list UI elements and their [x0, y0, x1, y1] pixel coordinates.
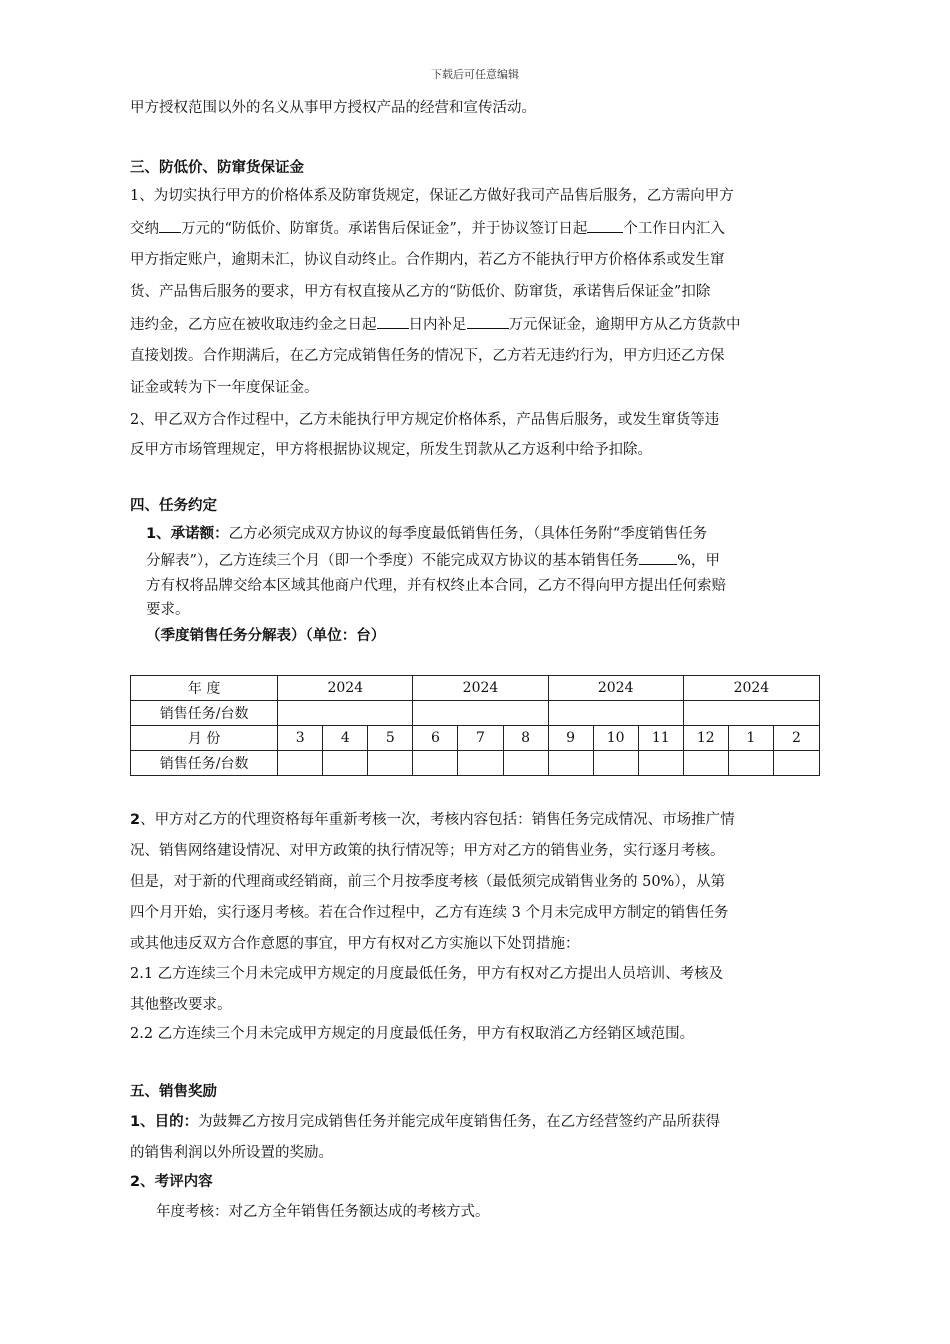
month-cell: 8: [503, 726, 548, 751]
month-cell: 6: [413, 726, 458, 751]
s4-item1-line2: 分解表”），乙方连续三个月（即一个季度）不能完成双方协议的基本销售任务 %，甲: [146, 550, 820, 572]
table-row: [131, 701, 820, 726]
s4-item22: 2.2 乙方连续三个月未完成甲方规定的月度最低任务，甲方有权取消乙方经销区域范围。: [130, 1026, 695, 1042]
s4-item2-line4: 四个月开始，实行逐月考核。若在合作过程中，乙方有连续 3 个月未完成甲方制定的销售任务: [130, 905, 729, 921]
quarter-task-cell: [548, 701, 683, 726]
monthly-task-label-cell: 销售任务/台数: [131, 751, 278, 776]
s3-p1-line5: 违约金，乙方应在被收取违约金之日起 日内补足 万元保证金，逾期甲方从乙方货款中: [130, 314, 820, 336]
month-cell: 7: [458, 726, 503, 751]
s3-p1-line4: 货、产品售后服务的要求，甲方有权直接从乙方的“防低价、防窜货，承诺售后保证金”扣除: [130, 284, 711, 300]
month-cell: 2: [773, 726, 819, 751]
monthly-task-cell: [413, 751, 458, 776]
s4-item21-line2: 其他整改要求。: [130, 997, 232, 1013]
month-cell: 1: [728, 726, 773, 751]
task-percent-blank: [639, 550, 677, 565]
monthly-task-cell: [278, 751, 323, 776]
month-cell: 11: [638, 726, 683, 751]
s4-item1-line1: 1、承诺额：乙方必须完成双方协议的每季度最低销售任务，（具体任务附“季度销售任务: [146, 526, 708, 542]
month-cell: 12: [683, 726, 728, 751]
replenish-amount-blank: [467, 314, 509, 329]
year-cell: 2024: [413, 676, 548, 701]
page-header: 下载后可任意编辑: [431, 68, 519, 81]
monthly-task-cell: [368, 751, 413, 776]
month-cell: 4: [323, 726, 368, 751]
s3-p1-line2: 交纳 万元的“防低价、防窜货。承诺售后保证金”，并于协议签订日起 个工作日内汇入: [130, 218, 820, 240]
monthly-task-cell: [323, 751, 368, 776]
s3-p1-line6: 直接划拨。合作期满后，在乙方完成销售任务的情况下，乙方若无违约行为，甲方归还乙方保: [130, 348, 725, 364]
year-cell: 2024: [548, 676, 683, 701]
monthly-task-cell: [458, 751, 503, 776]
quarter-task-cell: [683, 701, 819, 726]
table-row: [131, 751, 820, 776]
monthly-task-cell: [548, 751, 593, 776]
replenish-days-blank: [377, 314, 409, 329]
s4-item1-line4: 要求。: [146, 602, 190, 618]
s3-p2-line1: 2、甲乙双方合作过程中，乙方未能执行甲方规定价格体系，产品售后服务，或发生窜货等违: [130, 412, 720, 428]
section-4-title: 四、任务约定: [130, 498, 217, 514]
s4-item21-line1: 2.1 乙方连续三个月未完成甲方规定的月度最低任务，甲方有权对乙方提出人员培训、考核及: [130, 966, 724, 982]
month-cell: 3: [278, 726, 323, 751]
section-5-title: 五、销售奖励: [130, 1084, 217, 1100]
s3-p1-line7: 证金或转为下一年度保证金。: [130, 380, 319, 396]
s5-item1-line2: 的销售利润以外所设置的奖励。: [130, 1145, 333, 1161]
deposit-days-blank: [587, 218, 623, 233]
month-cell: 9: [548, 726, 593, 751]
monthly-task-cell: [638, 751, 683, 776]
deposit-amount-blank: [159, 218, 181, 233]
monthly-task-cell: [503, 751, 548, 776]
quarter-task-label-cell: 销售任务/台数: [131, 701, 278, 726]
month-cell: 5: [368, 726, 413, 751]
month-label-cell: 月 份: [131, 726, 278, 751]
month-cell: 10: [593, 726, 638, 751]
intro-paragraph: 甲方授权范围以外的名义从事甲方授权产品的经营和宣传活动。: [130, 100, 536, 116]
year-cell: 2024: [278, 676, 413, 701]
quarter-task-cell: [278, 701, 413, 726]
s4-item2-line3: 但是，对于新的代理商或经销商，前三个月按季度考核（最低须完成销售业务的 50%），从第: [130, 874, 726, 890]
table-row: [131, 726, 820, 751]
s5-item1-line1: 1、目的：为鼓舞乙方按月完成销售任务并能完成年度销售任务，在乙方经营签约产品所获得: [130, 1114, 721, 1130]
quarter-task-cell: [413, 701, 548, 726]
monthly-task-cell: [728, 751, 773, 776]
quarterly-task-table: [130, 675, 820, 776]
table-row: [131, 676, 820, 701]
s3-p1-line1: 1、为切实执行甲方的价格体系及防窜货规定，保证乙方做好我司产品售后服务，乙方需向甲方: [130, 188, 734, 204]
s3-p1-line3: 甲方指定账户，逾期未汇，协议自动终止。合作期内，若乙方不能执行甲方价格体系或发生窜: [130, 252, 725, 268]
year-cell: 2024: [683, 676, 819, 701]
monthly-task-cell: [773, 751, 819, 776]
monthly-task-cell: [683, 751, 728, 776]
monthly-task-cell: [593, 751, 638, 776]
s4-item2-line1: 2、甲方对乙方的代理资格每年重新考核一次，考核内容包括：销售任务完成情况、市场推广情: [130, 812, 735, 828]
section-3-title: 三、防低价、防窜货保证金: [130, 160, 304, 176]
s5-item2-text: 年度考核：对乙方全年销售任务额达成的考核方式。: [156, 1204, 490, 1220]
s3-p2-line2: 反甲方市场管理规定，甲方将根据协议规定，所发生罚款从乙方返利中给予扣除。: [130, 442, 652, 458]
year-label-cell: 年 度: [131, 676, 278, 701]
s5-item2-title: 2、考评内容: [130, 1174, 213, 1190]
s4-item2-line5: 或其他违反双方合作意愿的事宜，甲方有权对乙方实施以下处罚措施：: [130, 936, 580, 952]
s4-item2-line2: 况、销售网络建设情况、对甲方政策的执行情况等；甲方对乙方的销售业务，实行逐月考核。: [130, 843, 725, 859]
s4-item1-line3: 方有权将品牌交给本区域其他商户代理，并有权终止本合同，乙方不得向甲方提出任何索赔: [146, 578, 726, 594]
task-table-title: （季度销售任务分解表）（单位：台）: [146, 628, 386, 644]
